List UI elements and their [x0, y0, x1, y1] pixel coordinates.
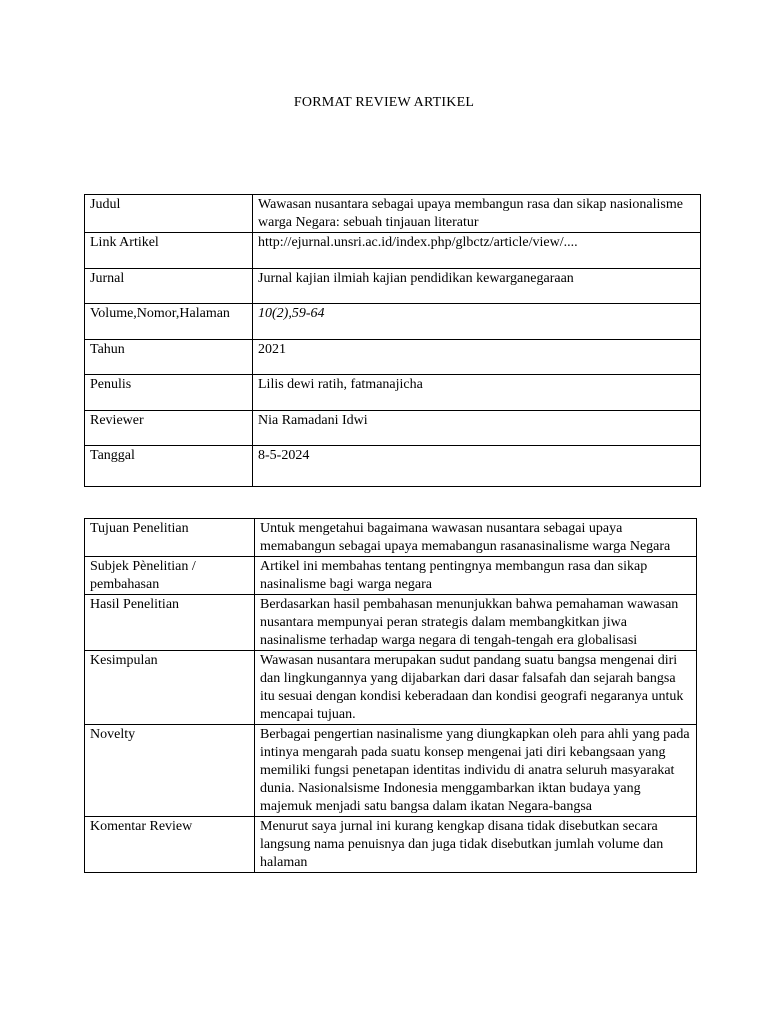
table-row: [85, 595, 697, 651]
table-row: [85, 339, 701, 375]
row-label-komentar: Komentar Review: [85, 817, 255, 873]
row-label-volume: Volume,Nomor,Halaman: [85, 304, 253, 340]
table-row: [85, 817, 697, 873]
table-row: [85, 375, 701, 411]
row-label-reviewer: Reviewer: [85, 410, 253, 446]
row-value-penulis: Lilis dewi ratih, fatmanajicha: [253, 375, 701, 411]
review-table: [84, 518, 697, 873]
row-label-hasil: Hasil Penelitian: [85, 595, 255, 651]
table-row: [85, 519, 697, 557]
row-value-kesimpulan: Wawasan nusantara merupakan sudut pandang suatu bangsa mengenai diri dan lingkungannya yang dijabarkan dari dasar falsafah dan sejarah bangsa itu sesuai dengan kondisi keberadaan dan kondisi geografi negaranya untuk mencapai tujuan.: [255, 651, 697, 725]
table-row: [85, 410, 701, 446]
row-value-tanggal: 8-5-2024: [253, 446, 701, 487]
table-row: [85, 557, 697, 595]
row-label-tahun: Tahun: [85, 339, 253, 375]
row-label-subjek: Subjek Pènelitian / pembahasan: [85, 557, 255, 595]
table-row: [85, 195, 701, 233]
row-label-tujuan: Tujuan Penelitian: [85, 519, 255, 557]
row-value-subjek: Artikel ini membahas tentang pentingnya membangun rasa dan sikap nasinalisme bagi warga negara: [255, 557, 697, 595]
table-row: [85, 268, 701, 304]
table-row: [85, 651, 697, 725]
row-label-novelty: Novelty: [85, 725, 255, 817]
row-value-komentar: Menurut saya jurnal ini kurang kengkap disana tidak disebutkan secara langsung nama penuisnya dan juga tidak disebutkan jumlah volume dan halaman: [255, 817, 697, 873]
page-title: FORMAT REVIEW ARTIKEL: [293, 95, 475, 110]
row-value-jurnal: Jurnal kajian ilmiah kajian pendidikan kewarganegaraan: [253, 268, 701, 304]
row-label-kesimpulan: Kesimpulan: [85, 651, 255, 725]
row-value-link-artikel: http://ejurnal.unsri.ac.id/index.php/glbctz/article/view/....: [253, 233, 701, 269]
row-value-tahun: 2021: [253, 339, 701, 375]
row-label-jurnal: Jurnal: [85, 268, 253, 304]
row-label-judul: Judul: [85, 195, 253, 233]
row-value-judul: Wawasan nusantara sebagai upaya membangun rasa dan sikap nasionalisme warga Negara: sebuah tinjauan literatur: [253, 195, 701, 233]
row-label-link-artikel: Link Artikel: [85, 233, 253, 269]
table-row: [85, 725, 697, 817]
row-label-tanggal: Tanggal: [85, 446, 253, 487]
row-value-volume: 10(2),59-64: [253, 304, 701, 340]
row-value-novelty: Berbagai pengertian nasinalisme yang diungkapkan oleh para ahli yang pada intinya mengarah pada suatu konsep mengenai jati diri kebangsaan yang memiliki fungsi penetapan identitas individu di anatra seluruh masyarakat dunia. Nasionalsisme Indonesia menggambarkan iktan budaya yang majemuk menjadi satu bangsa dalam ikatan Negara-bangsa: [255, 725, 697, 817]
table-row: [85, 304, 701, 340]
row-value-hasil: Berdasarkan hasil pembahasan menunjukkan bahwa pemahaman wawasan nusantara mempunyai peran strategis dalam membangkitkan jiwa nasinalisme terhadap warga negara di tengah-tengah era globalisasi: [255, 595, 697, 651]
table-row: [85, 233, 701, 269]
row-label-penulis: Penulis: [85, 375, 253, 411]
article-info-table: [84, 194, 701, 487]
table-row: [85, 446, 701, 487]
row-value-reviewer: Nia Ramadani Idwi: [253, 410, 701, 446]
row-value-tujuan: Untuk mengetahui bagaimana wawasan nusantara sebagai upaya memabangun sebagai upaya memabangun rasanasinalisme warga Negara: [255, 519, 697, 557]
